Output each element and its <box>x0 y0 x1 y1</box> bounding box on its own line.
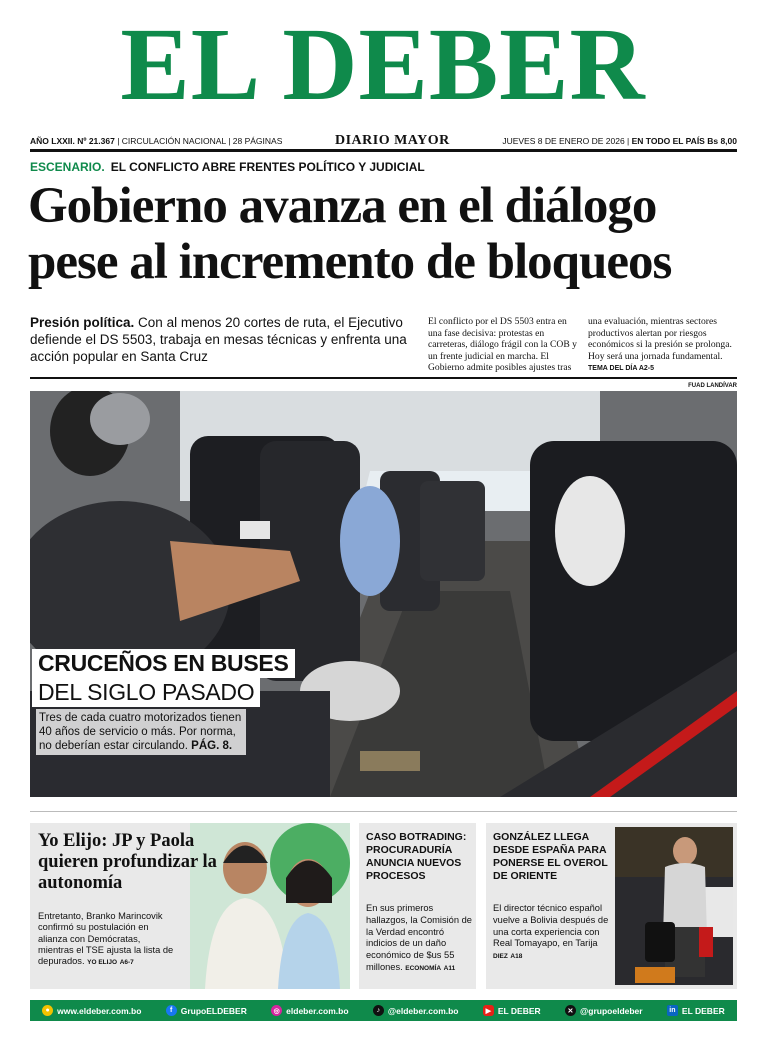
kicker-label: ESCENARIO. <box>30 160 105 174</box>
footer-tiktok[interactable]: ♪ @eldeber.com.bo <box>373 1005 459 1016</box>
kicker-text: EL CONFLICTO ABRE FRENTES POLÍTICO Y JUDICIAL <box>110 160 425 174</box>
coach-photo <box>615 827 733 985</box>
footer-web[interactable]: ● www.eldeber.com.bo <box>42 1005 141 1016</box>
photo-title-2: DEL SIGLO PASADO <box>32 678 260 707</box>
teaser-gonzalez[interactable] <box>486 823 737 989</box>
lead-text: Con al menos 20 cortes de ruta, el Ejecutivo defiende el DS 5503, trabaja en mesas técnicas y enfrenta una acción popular en Santa Cruz <box>30 315 407 364</box>
section-ref[interactable]: TEMA DEL DÍA A2-5 <box>588 365 655 373</box>
teaser-botrading[interactable] <box>359 823 476 989</box>
teaser-yo-elijo[interactable] <box>30 823 350 989</box>
photo-page-ref[interactable]: PÁG. 8. <box>191 740 233 752</box>
teaser-body: El director técnico español vuelve a Bolivia después de una corta experiencia con Real Tomayapo, en Tarija DIEZ A18 <box>493 903 609 961</box>
footer-linkedin[interactable]: in EL DEBER <box>667 1005 725 1016</box>
edition-info-bar <box>30 132 737 152</box>
headline-line-2: pese al incremento de bloqueos <box>28 234 672 290</box>
web-icon: ● <box>42 1005 53 1016</box>
photo-title-1: CRUCEÑOS EN BUSES <box>32 649 295 678</box>
facebook-icon: f <box>166 1005 177 1016</box>
footer-x[interactable]: ✕ @grupoeldeber <box>565 1005 643 1016</box>
lead-paragraph <box>30 314 408 365</box>
body-column-2: una evaluación, mientras sectores productivos alertan por riesgos económicos si la presión se prolonga. Hoy será una jornada fundamental. TEMA DEL DÍA A2-5 <box>588 316 732 373</box>
main-headline[interactable] <box>28 178 748 290</box>
social-footer <box>30 1000 737 1021</box>
teaser-title: GONZÁLEZ LLEGA DESDE ESPAÑA PARA PONERSE EL OVEROL DE ORIENTE <box>493 831 608 882</box>
date-price: JUEVES 8 DE ENERO DE 2026 | EN TODO EL PAÍS Bs 8,00 <box>502 135 737 146</box>
bottom-divider <box>30 811 737 812</box>
tiktok-icon: ♪ <box>373 1005 384 1016</box>
photo-credit: FUAD LANDÍVAR <box>688 383 737 389</box>
x-icon: ✕ <box>565 1005 576 1016</box>
headline-line-1: Gobierno avanza en el diálogo <box>28 178 657 234</box>
divider <box>30 377 737 379</box>
footer-facebook[interactable]: f GrupoELDEBER <box>166 1005 247 1016</box>
masthead-logo: EL DEBER <box>120 7 646 122</box>
footer-youtube[interactable]: ▶ EL DEBER <box>483 1005 541 1016</box>
lead-bold: Presión política. <box>30 315 135 330</box>
teaser-title: Yo Elijo: JP y Paola quieren profundizar la autonomía <box>38 831 217 893</box>
kicker <box>30 160 425 174</box>
bus-interior-photo[interactable] <box>30 391 737 797</box>
teaser-body: Entretanto, Branko Marincovik confirmó su postulación en alianza con Demócratas, mientras el TSE ajusta la lista de depurados. YO ELIJO A6-7 <box>38 911 174 967</box>
photo-caption: Tres de cada cuatro motorizados tienen 40 años de servicio o más. Por norma, no deberían estar circulando. PÁG. 8. <box>36 709 246 755</box>
tagline: DIARIO MAYOR <box>334 132 450 148</box>
body-column-1: El conflicto por el DS 5503 entra en una fase decisiva: protestas en carreteras, diálogo frágil con la COB y un frente judicial en marcha. El Gobierno admite posibles ajustes tras <box>428 316 577 374</box>
linkedin-icon: in <box>667 1005 678 1016</box>
teaser-body: En sus primeros hallazgos, la Comisión de la Verdad encontró indicios de un daño económico de $us 55 millones. ECONOMÍA A11 <box>366 903 472 972</box>
teaser-title: CASO BOTRADING: PROCURADURÍA ANUNCIA NUEVOS PROCESOS <box>366 831 467 882</box>
youtube-icon: ▶ <box>483 1005 494 1016</box>
edition-details: AÑO LXXII. Nº 21.367 | CIRCULACIÓN NACIONAL | 28 PÁGINAS <box>30 135 283 146</box>
footer-instagram[interactable]: ◎ eldeber.com.bo <box>271 1005 348 1016</box>
instagram-icon: ◎ <box>271 1005 282 1016</box>
